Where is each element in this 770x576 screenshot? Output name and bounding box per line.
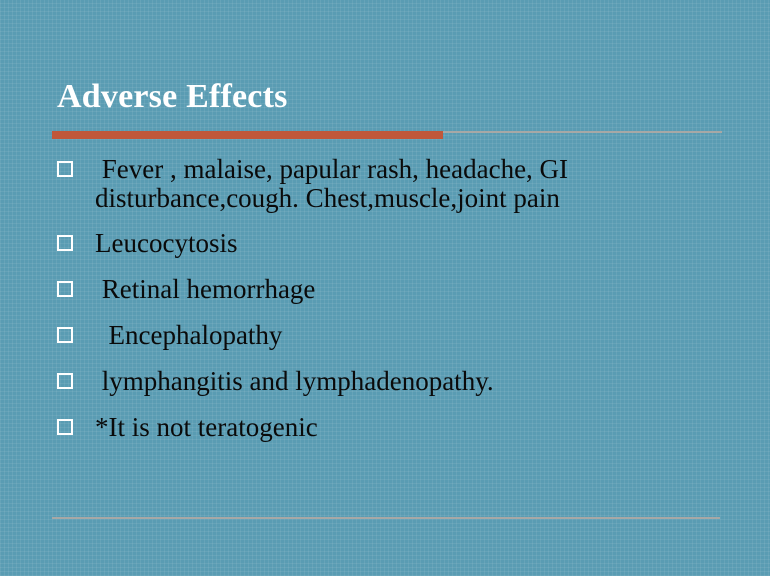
slide-title: Adverse Effects <box>57 78 288 115</box>
bullet-item <box>57 275 717 304</box>
hollow-square-bullet-icon <box>57 373 73 389</box>
bullet-text: lymphangitis and lymphadenopathy. <box>95 366 494 396</box>
bullet-item <box>57 413 717 442</box>
hollow-square-bullet-icon <box>57 161 73 177</box>
bullet-text: Encephalopathy <box>95 320 283 350</box>
bullet-item <box>57 155 717 213</box>
footer-rule <box>52 517 720 519</box>
hollow-square-bullet-icon <box>57 235 73 251</box>
hollow-square-bullet-icon <box>57 327 73 343</box>
bullet-list <box>57 155 717 459</box>
bullet-text: Leucocytosis <box>95 228 238 258</box>
bullet-text: Retinal hemorrhage <box>95 274 316 304</box>
hollow-square-bullet-icon <box>57 419 73 435</box>
bullet-text: *It is not teratogenic <box>95 412 318 442</box>
bullet-item <box>57 321 717 350</box>
bullet-item <box>57 229 717 258</box>
title-accent-rule <box>52 131 443 139</box>
bullet-text: Fever , malaise, papular rash, headache, GI disturbance,cough. Chest,muscle,joint pain <box>95 154 575 213</box>
bullet-item <box>57 367 717 396</box>
title-thin-rule <box>443 131 722 133</box>
hollow-square-bullet-icon <box>57 281 73 297</box>
